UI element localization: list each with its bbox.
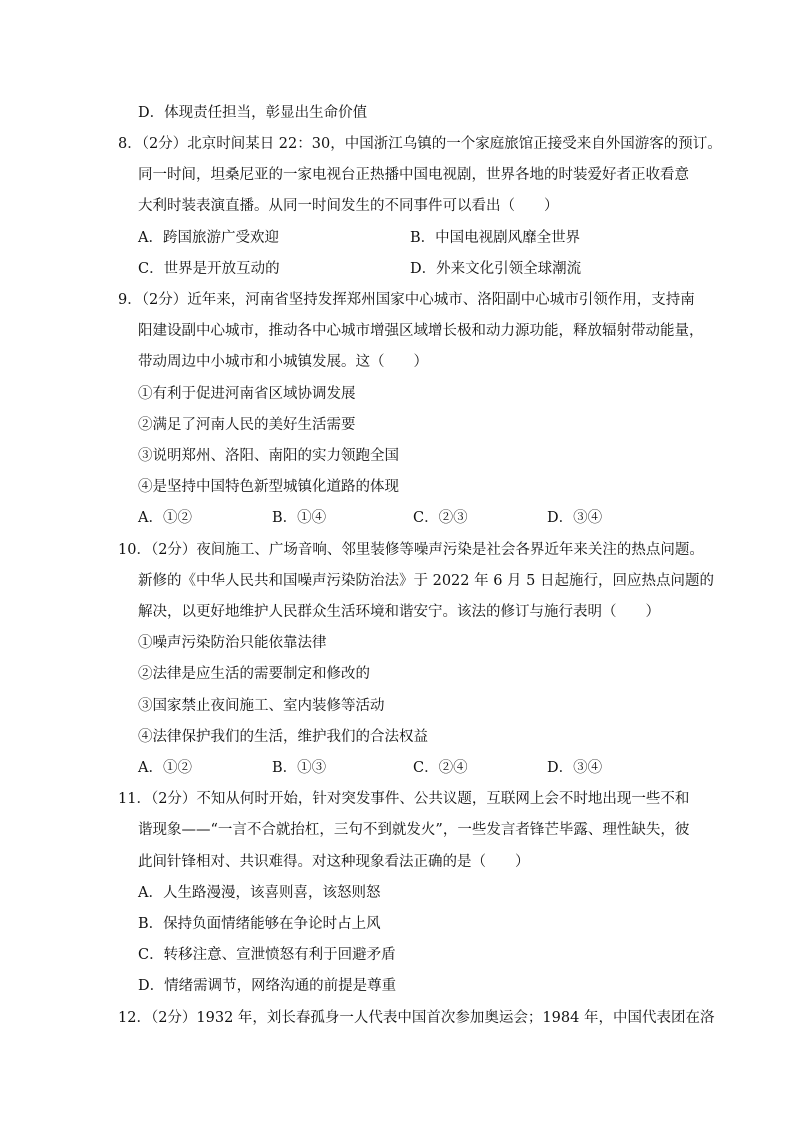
q10-statement-1: ①噪声污染防治只能依靠法律 xyxy=(138,635,327,651)
q9-statement-1: ①有利于促进河南省区域协调发展 xyxy=(138,386,356,402)
q10-option-c: C．②④ xyxy=(413,760,468,776)
q8-stem-line-3: 大利时装表演直播。从同一时间发生的不同事件可以看出（ ） xyxy=(138,198,559,214)
q9-statement-4: ④是坚持中国特色新型城镇化道路的体现 xyxy=(138,479,399,495)
q10-option-a: A．①② xyxy=(138,760,192,776)
q11-option-d: D．情绪需调节，网络沟通的前提是尊重 xyxy=(138,978,397,994)
q11-stem-line-2: 谐现象——“一言不合就抬杠，三句不到就发火”，一些发言者锋芒毕露、理性缺失，彼 xyxy=(138,822,690,838)
q11-stem-line-1: 11．（2分）不知从何时开始，针对突发事件、公共议题，互联网上会不时地出现一些不和 xyxy=(118,791,690,807)
q9-option-c: C．②③ xyxy=(413,510,468,526)
q7-option-d: D．体现责任担当，彰显出生命价值 xyxy=(138,105,368,121)
q9-statement-2: ②满足了河南人民的美好生活需要 xyxy=(138,417,356,433)
q8-stem-line-1: 8．（2分）北京时间某日 22：30，中国浙江乌镇的一个家庭旅馆正接受来自外国游客的预订。 xyxy=(118,136,722,152)
q11-option-c: C．转移注意、宣泄愤怒有利于回避矛盾 xyxy=(138,947,396,963)
q10-stem-line-3: 解决，以更好地维护人民群众生活环境和谐安宁。该法的修订与施行表明（ ） xyxy=(138,604,660,620)
q12-stem-line-1: 12．（2分）1932 年，刘长春孤身一人代表中国首次参加奥运会；1984 年，中国代表团在洛 xyxy=(118,1010,715,1026)
q9-statement-3: ③说明郑州、洛阳、南阳的实力领跑全国 xyxy=(138,448,399,464)
q9-option-b: B．①④ xyxy=(272,510,327,526)
q9-stem-line-2: 阳建设副中心城市，推动各中心城市增强区域增长极和动力源功能，释放辐射带动能量， xyxy=(138,323,704,339)
q9-stem-line-1: 9．（2分）近年来，河南省坚持发挥郑州国家中心城市、洛阳副中心城市引领作用，支持南 xyxy=(118,292,695,308)
q8-option-a: A．跨国旅游广受欢迎 xyxy=(138,230,279,246)
q8-option-b: B．中国电视剧风靡全世界 xyxy=(410,230,581,246)
q10-stem-line-2: 新修的《中华人民共和国噪声污染防治法》于 2022 年 6 月 5 日起施行，回应热点问题的 xyxy=(138,573,715,589)
q11-option-a: A．人生路漫漫，该喜则喜，该怒则怒 xyxy=(138,885,381,901)
q10-statement-2: ②法律是应生活的需要制定和修改的 xyxy=(138,666,370,682)
q9-stem-line-3: 带动周边中小城市和小城镇发展。这（ ） xyxy=(138,354,428,370)
q8-stem-line-2: 同一时间，坦桑尼亚的一家电视台正热播中国电视剧，世界各地的时装爱好者正收看意 xyxy=(138,167,689,183)
q8-option-d: D．外来文化引领全球潮流 xyxy=(410,261,582,277)
q11-option-b: B．保持负面情绪能够在争论时占上风 xyxy=(138,916,381,932)
q10-option-b: B．①③ xyxy=(272,760,327,776)
q10-statement-3: ③国家禁止夜间施工、室内装修等活动 xyxy=(138,698,385,714)
q10-option-d: D．③④ xyxy=(547,760,603,776)
q10-stem-line-1: 10．（2分）夜间施工、广场音响、邻里装修等噪声污染是社会各界近年来关注的热点问题。 xyxy=(118,542,704,558)
q11-stem-line-3: 此间针锋相对、共识难得。对这种现象看法正确的是（ ） xyxy=(138,854,530,870)
q9-option-a: A．①② xyxy=(138,510,192,526)
q8-option-c: C．世界是开放互动的 xyxy=(138,261,280,277)
q10-statement-4: ④法律保护我们的生活，维护我们的合法权益 xyxy=(138,729,428,745)
q9-option-d: D．③④ xyxy=(547,510,603,526)
